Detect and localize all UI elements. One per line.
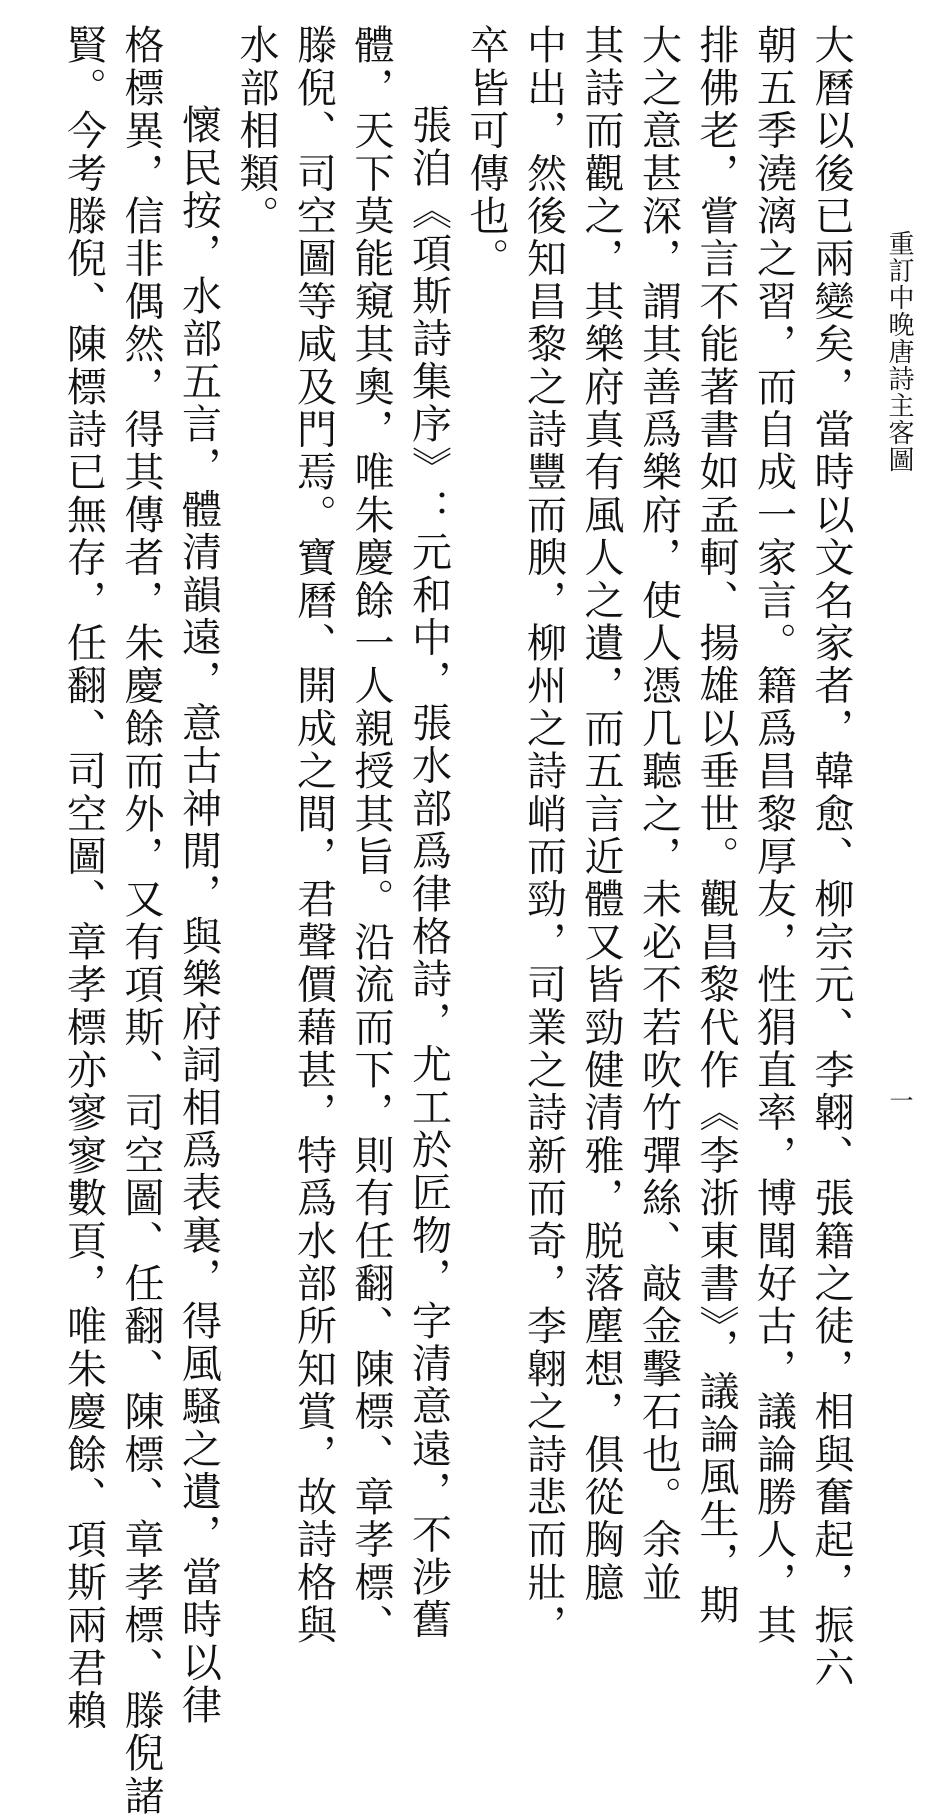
text-column: 水部相類。 <box>233 24 279 238</box>
text-column: 懷民按，水部五言，體清韻遠，意古神閒，與樂府詞相爲表裏，得風騷之遺，當時以律 <box>175 104 222 1727</box>
text-column: 排佛老，嘗言不能著書如孟軻、揚雄以垂世。觀昌黎代作《李浙東書》，議論風生，期 <box>693 24 739 1627</box>
text-column: 卒皆可傳也。 <box>463 24 509 281</box>
text-column: 中出，然後知昌黎之詩豐而腴，柳州之詩峭而勁，司業之詩新而奇，李翺之詩悲而壯， <box>520 24 567 1647</box>
text-column: 滕倪、司空圖等咸及門焉。寶曆、開成之間，君聲價藉甚，特爲水部所知賞，故詩格與 <box>290 24 337 1647</box>
page-number: 一 <box>885 1088 913 1112</box>
text-column: 其詩而觀之，其樂府真有風人之遺，而五言近體又皆勁健清雅，脱落塵想，俱從胸臆 <box>578 24 624 1604</box>
running-title: 重訂中晚唐詩主客圖 <box>884 230 914 473</box>
text-column: 張洎《項斯詩集序》：元和中，張水部爲律格詩，尤工於匠物，字清意遠，不涉舊 <box>405 104 452 1642</box>
text-column: 大曆以後已兩變矣，當時以文名家者，韓愈、柳宗元、李翺、張籍之徒，相與奮起，振六 <box>808 24 854 1690</box>
text-column: 大之意甚深，謂其善爲樂府，使人憑几聽之，未必不若吹竹彈絲、敲金擊石也。余並 <box>635 24 682 1604</box>
text-column: 體，天下莫能窺其奧，唯朱慶餘一人親授其旨。沿流而下，則有任翻、陳標、章孝標、 <box>348 24 394 1647</box>
text-column: 賢。今考滕倪、陳標詩已無存，任翻、司空圖、章孝標亦寥寥數頁，唯朱慶餘、項斯兩君賴 <box>60 24 107 1732</box>
body-text <box>54 24 859 1817</box>
text-column: 格標異，信非偶然，得其傳者，朱慶餘而外，又有項斯、司空圖、任翻、陳標、章孝標、滕倪諸 <box>118 24 164 1817</box>
text-column: 朝五季澆漓之習，而自成一家言。籍爲昌黎厚友，性狷直率，博聞好古，議論勝人，其 <box>750 24 797 1647</box>
